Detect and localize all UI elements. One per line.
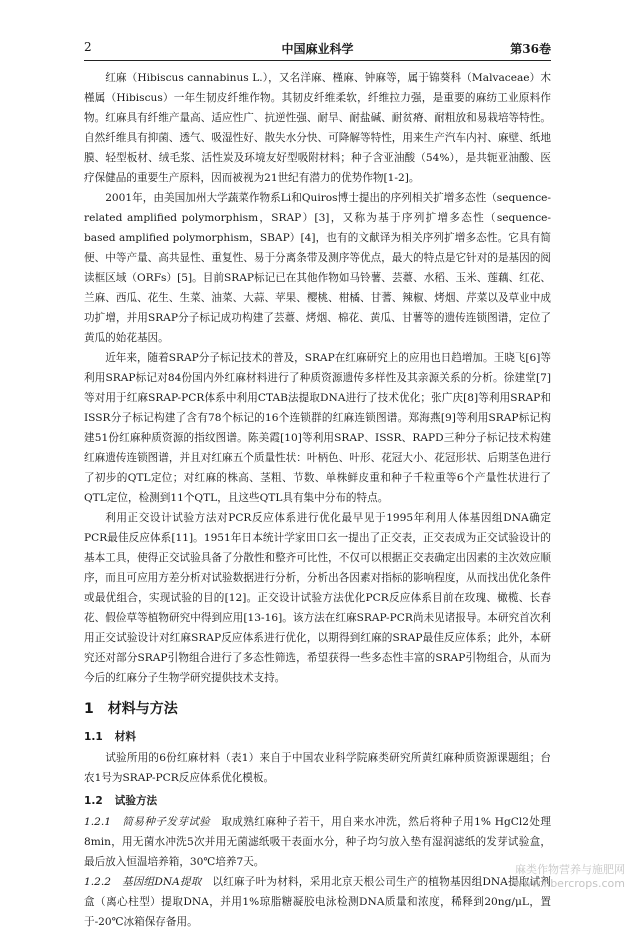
run-in-heading: 1.2.1 简易种子发芽试验 <box>84 816 211 828</box>
subsection-title: 材料 <box>114 731 136 743</box>
subsection-title: 试验方法 <box>114 795 158 807</box>
section-heading <box>84 698 551 720</box>
paragraph-germination <box>84 812 551 872</box>
header-rule <box>84 60 551 61</box>
run-in-heading: 1.2.2 基因组DNA提取 <box>84 876 202 888</box>
paragraph-orthogonal-design: 利用正交设计试验方法对PCR反应体系进行优化最早见于1995年利用人体基因组DNA确定PCR最佳反应体系[11]。1951年日本统计学家田口玄一提出了正交表，正交表成为正交试验设计的基本工具，使得正交试验具备了分散性和整齐可比性，不仅可以根据正交表确定出因素的主次效应顺序，而且可应用方差分析对试验数据进行分析，分析出各因素对指标的影响程度，从而找出优化条件或最优组合，实现试验的目的[12]。正交设计试验方法优化PCR反应体系目前在玫瑰、橄榄、长春花、假俭草等植物研究中得到应用[13-16]。该方法在红麻SRAP-PCR尚未见诸报导。本研究首次利用正交试验设计对红麻SRAP反应体系进行优化，以期得到红麻的SRAP最佳反应体系；此外，本研究还对部分SRAP引物组合进行了多态性筛选，希望获得一些多态性丰富的SRAP引物组合，从而为今后的红麻分子生物学研究提供技术支持。 <box>84 512 551 684</box>
germination-text: 取成熟红麻种子若干，用自来水冲洗，然后将种子用1% HgCl2处理8min，用无菌水冲洗5次并用无菌滤纸吸干表面水分，种子均匀放入垫有湿润滤纸的发芽试验盒，最后放入恒温培养箱，30℃培养7天。 <box>84 816 551 868</box>
volume-label: 第36卷 <box>510 42 551 56</box>
paragraph-intro: 红麻（Hibiscus cannabinus L.），又名洋麻、槿麻、钟麻等，属于锦葵科（Malvaceae）木槿属（Hibiscus）一年生韧皮纤维作物。其韧皮纤维柔软，纤维拉力强，是重要的麻纺工业原料作物。红麻具有纤维产量高、适应性广、抗逆性强、耐旱、耐盐碱、耐贫瘠、耐粗放和易栽培等特性。自然纤维具有抑菌、透气、吸湿性好、散失水分快、可降解等特性，用来生产汽车内衬、麻壁、纸地膜、轻型板材、绒毛浆、活性炭及环境友好型吸附材料；种子含亚油酸（54%），是共轭亚油酸、医疗保健品的重要生产原料，因而被视为21世纪有潜力的优势作物[1-2]。 <box>84 72 551 184</box>
dna-extraction-text: 以红麻子叶为材料，采用北京天根公司生产的植物基因组DNA提取试剂盒（离心柱型）提取DNA，并用1%琼脂糖凝胶电泳检测DNA质量和浓度，稀释到20ng/μL，置于-20℃冰箱保存备用。 <box>84 876 552 928</box>
page-number: 2 <box>84 40 92 54</box>
site-watermark <box>514 863 625 891</box>
watermark-url: www.fibercrops.com <box>513 877 625 890</box>
subsection-number: 1.2 <box>84 795 103 807</box>
subsection-heading-materials <box>84 726 551 748</box>
paragraph-kenaf-srap: 近年来，随着SRAP分子标记技术的普及，SRAP在红麻研究上的应用也日趋增加。王晓飞[6]等利用SRAP标记对84份国内外红麻材料进行了种质资源遗传多样性及其亲源关系的分析。徐建堂[7]等对用于红麻SRAP-PCR体系中利用CTAB法提取DNA进行了技术优化；张广庆[8]等利用SRAP和ISSR分子标记构建了含有78个标记的16个连锁群的红麻连锁图谱。郑海燕[9]等利用SRAP标记构建51份红麻种质资源的指纹图谱。陈美霞[10]等利用SRAP、ISSR、RAPD三种分子标记技术构建红麻遗传连锁图谱，并且对红麻五个质量性状：叶柄色、叶形、花冠大小、花冠形状、后期茎色进行了初步的QTL定位；对红麻的株高、茎粗、节数、单株鲜皮重和种子千粒重等6个产量性状进行了QTL定位，检测到11个QTL，且这些QTL具有集中分布的特点。 <box>84 352 551 504</box>
watermark-name: 麻类作物营养与施肥网 <box>515 863 625 876</box>
paragraph-dna-extraction <box>84 872 551 932</box>
paragraph-materials: 试验所用的6份红麻材料（表1）来自于中国农业科学院麻类研究所黄红麻种质资源课题组；台农1号为SRAP-PCR反应体系优化模板。 <box>84 752 551 784</box>
article-body <box>84 68 551 932</box>
running-header <box>84 40 551 56</box>
paragraph-srap-history: 2001年，由美国加州大学蔬菜作物系Li和Quiros博士提出的序列相关扩增多态性（sequence-related amplified polymorphism，SRAP）[3]，又称为基于序列扩增多态性（sequence-based amplified polymorphism，SBAP）[4]，也有的文献译为相关序列扩增多态性。它具有简便、中等产量、高共显性、重复性、易于分离条带及测序等优点，最大的特点是它针对的是基因的阅读框区域（ORFs）[5]。目前SRAP标记已在其他作物如马铃薯、芸薹、水稻、玉米、莲藕、红花、兰麻、西瓜、花生、生菜、油菜、大蒜、苹果、樱桃、柑橘、甘蓍、辣椒、烤烟、芹菜以及草业中成功扩增，并用SRAP分子标记成功构建了芸薹、烤烟、棉花、黄瓜、甘薯等的遗传连锁图谱，定位了黄瓜的始花基因。 <box>84 192 551 344</box>
journal-title: 中国麻业科学 <box>281 42 354 56</box>
subsection-heading-methods <box>84 790 551 812</box>
subsection-number: 1.1 <box>84 731 103 743</box>
section-number: 1 <box>84 701 94 717</box>
section-title: 材料与方法 <box>107 701 178 717</box>
